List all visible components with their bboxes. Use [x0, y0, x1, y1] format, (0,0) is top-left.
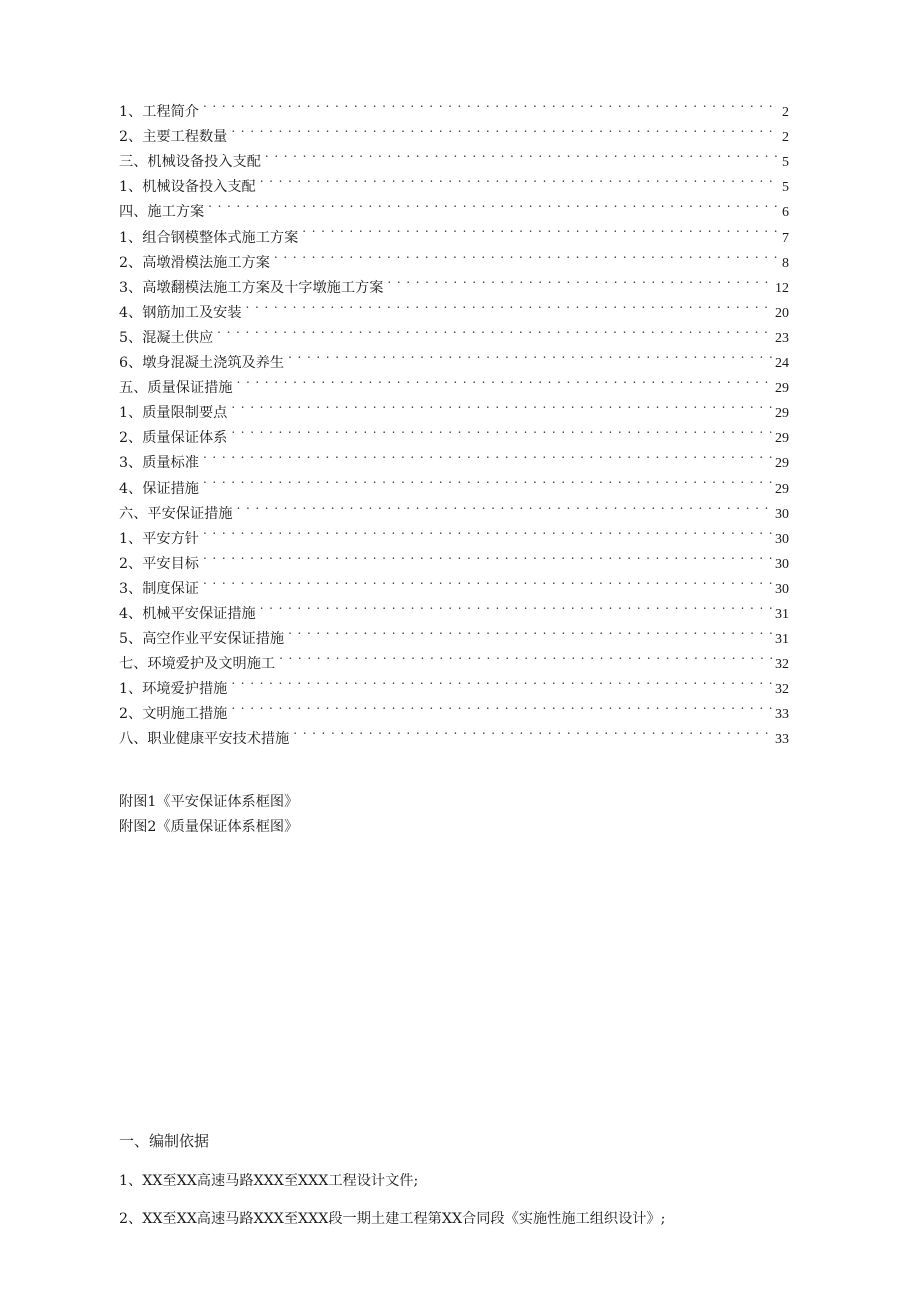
toc-entry-page: 29: [775, 406, 789, 422]
toc-entry-title: 五、质量保证措施: [119, 380, 233, 397]
toc-entry-page: 8: [782, 255, 789, 271]
toc-entry[interactable]: [119, 568, 789, 597]
toc-entry-title: 3、制度保证: [119, 580, 199, 597]
toc-leader-dots: [279, 643, 772, 668]
toc-entry-title: 1、工程简介: [119, 104, 199, 121]
toc-entry-page: 5: [782, 180, 789, 196]
toc-entry-page: 2: [782, 105, 789, 121]
toc-entry-page: 31: [775, 632, 789, 648]
toc-entry-page: 33: [775, 707, 789, 723]
toc-leader-dots: [231, 392, 772, 417]
toc-entry-page: 23: [775, 330, 789, 346]
toc-entry-title: 4、保证措施: [119, 480, 199, 497]
toc-entry-title: 2、质量保证体系: [119, 430, 228, 447]
toc-leader-dots: [231, 116, 779, 141]
toc-leader-dots: [237, 367, 772, 392]
toc-leader-dots: [208, 191, 779, 216]
toc-entry-title: 八、职业健康平安技术措施: [119, 731, 290, 748]
toc-entry[interactable]: [119, 216, 789, 246]
toc-entry[interactable]: [119, 342, 789, 372]
toc-leader-dots: [265, 141, 779, 166]
toc-entry-title: 3、质量标准: [119, 455, 199, 472]
toc-leader-dots: [203, 442, 772, 467]
toc-entry-title: 六、平安保证措施: [119, 505, 233, 522]
toc-entry-title: 6、墩身混凝土浇筑及养生: [119, 355, 285, 372]
body-paragraph: 1、XX至XX高速马路XXX至XXX工程设计文件;: [119, 1173, 419, 1189]
toc-leader-dots: [302, 216, 779, 241]
toc-entry-title: 1、质量限制要点: [119, 405, 228, 422]
toc-entry[interactable]: [119, 543, 789, 572]
toc-entry-page: 29: [775, 481, 789, 497]
appendix-item: 附图2《质量保证体系框图》: [119, 819, 299, 835]
toc-leader-dots: [260, 166, 779, 191]
toc-entry-page: 12: [775, 280, 789, 296]
toc-leader-dots: [231, 668, 772, 693]
toc-leader-dots: [231, 417, 772, 442]
toc-leader-dots: [288, 342, 772, 367]
toc-entry[interactable]: [119, 191, 789, 221]
body-paragraph: 2、XX至XX高速马路XXX至XXX段一期土建工程第XX合同段《实施性施工组织设计》;: [119, 1211, 666, 1227]
toc-leader-dots: [260, 593, 772, 618]
appendix-list: [119, 790, 298, 840]
toc-leader-dots: [217, 317, 772, 342]
toc-entry-page: 32: [775, 682, 789, 698]
table-of-contents: [119, 91, 789, 748]
toc-entry-page: 30: [775, 556, 789, 572]
toc-leader-dots: [274, 242, 779, 267]
toc-entry-page: 30: [775, 531, 789, 547]
toc-entry[interactable]: [119, 317, 789, 346]
toc-entry-page: 30: [775, 506, 789, 522]
toc-entry-title: 2、文明施工措施: [119, 706, 228, 723]
toc-entry[interactable]: [119, 467, 789, 497]
appendix-item: 附图1《平安保证体系框图》: [119, 794, 299, 810]
toc-entry-page: 29: [775, 456, 789, 472]
toc-entry-title: 三、机械设备投入支配: [119, 154, 261, 171]
toc-entry-page: 33: [775, 732, 789, 748]
toc-leader-dots: [293, 718, 772, 743]
toc-entry-page: 7: [782, 230, 789, 246]
toc-leader-dots: [203, 518, 772, 543]
toc-entry-page: 24: [775, 356, 789, 372]
toc-entry-title: 2、主要工程数量: [119, 129, 228, 146]
toc-entry-title: 2、平安目标: [119, 555, 199, 572]
toc-entry-title: 5、混凝土供应: [119, 329, 214, 346]
toc-entry-title: 5、高空作业平安保证措施: [119, 631, 285, 648]
toc-entry-title: 四、施工方案: [119, 204, 205, 221]
toc-entry-title: 3、高墩翻模法施工方案及十字墩施工方案: [119, 279, 384, 296]
toc-entry[interactable]: [119, 593, 789, 622]
toc-entry-title: 2、高墩滑模法施工方案: [119, 254, 270, 271]
toc-leader-dots: [387, 267, 772, 292]
toc-entry-page: 30: [775, 581, 789, 597]
toc-leader-dots: [288, 618, 772, 643]
toc-leader-dots: [203, 568, 772, 593]
toc-entry-page: 31: [775, 606, 789, 622]
toc-entry-title: 七、环境爱护及文明施工: [119, 656, 276, 673]
toc-entry-page: 2: [782, 130, 789, 146]
toc-entry[interactable]: [119, 442, 789, 472]
toc-entry-title: 1、平安方针: [119, 530, 199, 547]
toc-entry-page: 29: [775, 431, 789, 447]
toc-entry[interactable]: [119, 518, 789, 547]
toc-entry-title: 1、组合钢模整体式施工方案: [119, 229, 299, 246]
toc-entry[interactable]: [119, 91, 789, 121]
toc-entry-page: 29: [775, 381, 789, 397]
toc-entry-page: 5: [782, 155, 789, 171]
toc-leader-dots: [246, 292, 772, 317]
toc-entry-title: 4、钢筋加工及安装: [119, 304, 242, 321]
toc-entry-page: 6: [782, 205, 789, 221]
toc-leader-dots: [203, 543, 772, 568]
toc-entry[interactable]: [119, 116, 789, 146]
section-heading: 一、编制依据: [119, 1132, 210, 1150]
toc-entry-title: 4、机械平安保证措施: [119, 605, 256, 622]
toc-entry-page: 32: [775, 657, 789, 673]
toc-leader-dots: [231, 693, 772, 718]
toc-entry-page: 20: [775, 305, 789, 321]
toc-entry-title: 1、机械设备投入支配: [119, 179, 256, 196]
toc-entry-title: 1、环境爱护措施: [119, 681, 228, 698]
toc-leader-dots: [237, 493, 772, 518]
toc-leader-dots: [203, 91, 779, 116]
toc-entry[interactable]: [119, 493, 789, 522]
toc-leader-dots: [203, 467, 772, 492]
